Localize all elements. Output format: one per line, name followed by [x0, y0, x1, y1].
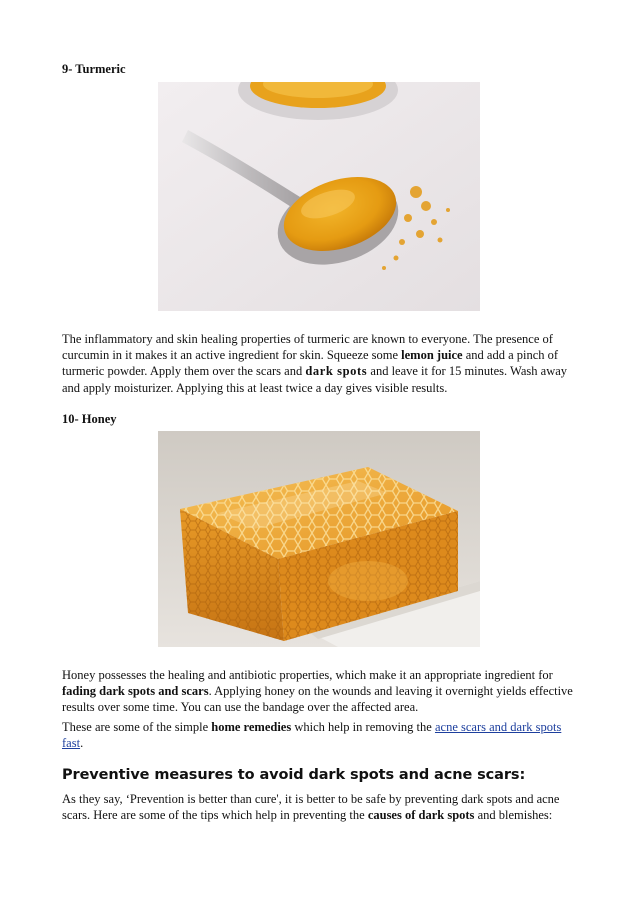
- turmeric-paragraph: [62, 331, 582, 396]
- text-run: Honey possesses the healing and antibiotic properties, which make it an appropriate ingredient for: [62, 668, 553, 682]
- turmeric-heading: 9- Turmeric: [62, 62, 126, 76]
- text-run: These are some of the simple: [62, 720, 212, 734]
- bold-dark-spots: dark spots: [305, 364, 368, 379]
- text-run: and leave it for 15 minutes. Wash away and apply moisturizer. Applying this at least twice a day gives visible results.: [62, 364, 568, 395]
- text-run: and blemishes:: [474, 808, 553, 823]
- bold-home-remedies: home remedies: [211, 720, 292, 734]
- bold-lemon-juice: lemon juice: [401, 348, 463, 363]
- bold-causes-of-dark-spots: causes of dark spots: [367, 808, 475, 823]
- text-run: As they say, ‘Prevention is better than cure', it is better to be safe by preventing dark spots and acne scars. Here are some of the tips which help in preventing the: [62, 792, 560, 823]
- text-run: and add a pinch of turmeric powder. Apply them over the scars and: [62, 348, 559, 379]
- turmeric-image: [158, 82, 480, 311]
- preventive-section-title: Preventive measures to avoid dark spots and acne scars:: [62, 767, 526, 783]
- text-run: .: [80, 736, 84, 751]
- honeycomb-photo-icon: [158, 431, 480, 647]
- turmeric-spoon-photo-icon: [158, 82, 480, 311]
- honey-paragraph: [62, 667, 582, 716]
- acne-scars-link[interactable]: acne scars and dark spots fast: [62, 720, 562, 751]
- honey-image: [158, 431, 480, 647]
- remedies-paragraph: [62, 719, 582, 751]
- text-run: The inflammatory and skin healing properties of turmeric are known to everyone. The presence of curcumin in it makes it an active ingredient for skin. Squeeze some: [62, 332, 553, 363]
- text-run: which help in removing the: [291, 720, 435, 734]
- preventive-paragraph: [62, 791, 582, 823]
- honey-heading: 10- Honey: [62, 412, 117, 426]
- text-run: . Applying honey on the wounds and leaving it overnight yields effective results over some time. You can use the bandage over the affected area.: [62, 684, 573, 715]
- bold-fading-dark-spots: fading dark spots and scars: [62, 684, 209, 699]
